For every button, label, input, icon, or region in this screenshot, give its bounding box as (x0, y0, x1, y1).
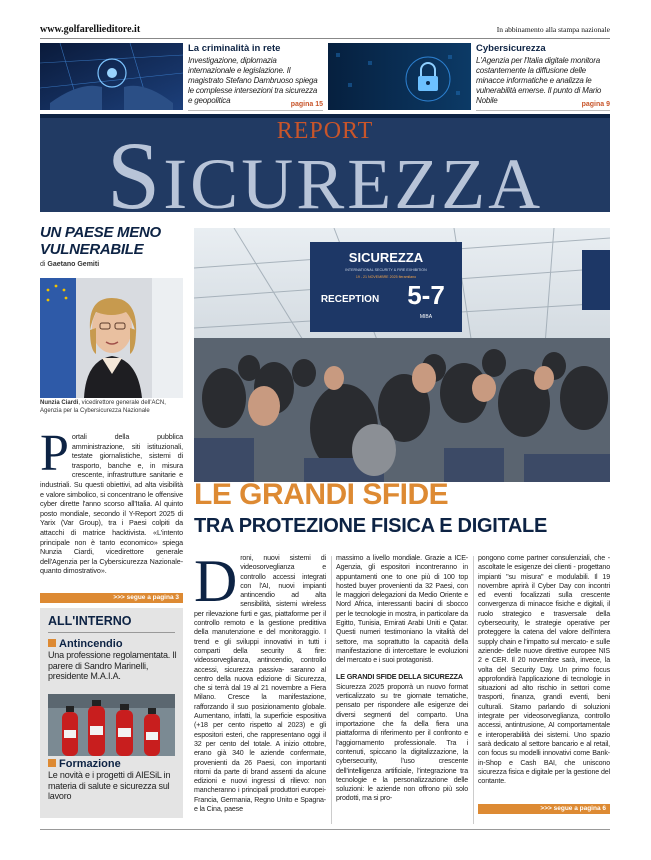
inside-box (40, 608, 183, 818)
lead-body (40, 425, 183, 576)
supplement-note: In abbinamento alla stampa nazionale (496, 25, 610, 34)
teaser-page[interactable]: pagina 15 (290, 101, 323, 108)
lead-byline (40, 261, 183, 268)
article-col1-text: roni, nuovi sistemi di videosorveglianza e controllo accessi integrati con l'AI, nuovi impianti antincendio ad alta sensibilità, sistemi wireless per rilevazione furti e gas, piattaforme per il controllo remoto e la gestione predittiva della manutenzione e del monitoraggio. I trend e gli sviluppi innovativi in tutti i comparti della security & fire: videosorveglianza, antincendio, controllo accessi, sicurezza passiva- saranno al centro della nuova edizione di Sicurezza, che si terrà dal 19 al 21 novembre a Fiera Milano. Cresce la manifestazione, rafforzando il suo posizionamento globale. Aumentano, infatti, la superficie espositiva (+18 per cento rispetto al 2023) e gli espositori esteri, che rappresentano oggi il 32 per cento del totale. A inizio ottobre, erano già 340 le aziende confermate, provenienti da 26 Paesi, con importanti ritorni da parte di brand assenti da alcune edizioni e nuovi ingressi di rilievo: non mancheranno i principali produttori europei- Francia, Germania, Regno Unito e Spagna- e la Cina, paese (194, 554, 326, 814)
article-col2-text: massimo a livello mondiale. Grazie a ICE-Agenzia, gli espositori incontreranno in appuntamenti one to one più di 100 top hosted buyer provenienti da 32 Paesi, con le maggiori delegazioni da Medio Oriente e Nord Africa, interessanti bacini di sbocco per le tecnologie in mostra, in particolare da Egitto, Tunisia, Emirati Arabi Uniti e Qatar. Questi numeri testimoniano la vitalità del settore, ma soprattutto la capacità della manifestazione di intercettare le evoluzioni del mercato e i suoi protagonisti. (336, 554, 468, 665)
teaser-page[interactable]: pagina 9 (581, 101, 610, 108)
teaser-title: Cybersicurezza (476, 43, 546, 54)
teaser-criminalita[interactable] (40, 43, 323, 110)
teaser-divider (476, 110, 610, 111)
article-subhead: LE GRANDI SFIDE DELLA SICUREZZA (336, 671, 463, 681)
miba-text: MIBA (419, 314, 433, 320)
caption-role: , vicedirettore generale dell'ACN, Agenzia per la Cybersicurezza Nazionale (40, 400, 166, 414)
banner-dates-text: 19 - 21 NOVEMBRE 2025 fieramilano (355, 275, 417, 279)
teaser-cybersicurezza[interactable] (328, 43, 610, 110)
inside-item-title (48, 638, 178, 650)
article-col-1 (194, 548, 326, 814)
inside-item-title (48, 758, 180, 770)
teaser-title: La criminalità in rete (188, 43, 281, 54)
inside-item-title-text: Antincendio (59, 638, 123, 650)
banner-title-text: SICUREZZA (348, 250, 424, 265)
headline-line1: LE GRANDI SFIDE (194, 478, 449, 511)
article-col3-text: pongono come partner consulenziali, che - ascoltate le esigenze dei clienti - progettano impianti "su misura" e modulabili. Il 19 novembre aprirà il Cyber Day con incontri ed eventi focalizzati sulla crescente convergenza di minacce fisiche e digitali, il ruolo strategico e trasversale della cybersecurity, le strategie operative per proteggere la catena del valore dell'intera supply chain e l'impatto sul mercato- e sulle aziende- delle nuove direttive europee NIS 2 e CER. Il 20 novembre sarà, invece, la volta del Security Day. Un primo focus approfondirà l'applicazione di tecnologie in situazioni ad alto rischio in settori come trasporti, finanza, grandi eventi, beni culturali. Sitamo parlando di soluzioni integrate per videosorveglianza, controllo accessi, antintrusione, AI comportamentale e interoperabilità dei sistemi. Uno spazio sarà dedicato al settore bancario e al retail, con focus su modelli innovativi come Bank-in-Shop e Cash BAI, che uniscono sicurezza fisica e digitale per la gestione del contante. (478, 554, 610, 786)
reception-number-text: 5-7 (407, 280, 445, 310)
top-divider (40, 38, 610, 39)
article-col-2 (336, 554, 468, 804)
square-bullet-icon (48, 759, 56, 767)
lead-story (40, 224, 183, 576)
teaser-text: Investigazione, diplomazia internazionale e legislazione. Il magistrato Stefano Dambruoso spiega le complesse intersezioni tra sicurezza e geopolitica (188, 56, 318, 105)
padlock-image (328, 43, 471, 110)
lead-dropcap: P (40, 425, 69, 482)
fire-extinguishers-image (48, 694, 175, 756)
reception-text: RECEPTION (320, 294, 380, 305)
article-col2b-text: Sicurezza 2025 proporrà un nuovo format verticalizzato su tre giornate tematiche, pensato per rispondere alle esigenze dei diversi segmenti del comparto. Una importazione che fa della fiera una piattaforma di riferimento per il confronto e l'aggiornamento professionale. Tra i contenuti, spiccano la digitalizzazione, la cybersecurity, l'uso crescente dell'intelligenza artificiale, l'integrazione tra tecnologie e la personalizzazione delle soluzioni: le aziende non offrono più solo prodotti, ma si pro- (336, 682, 468, 803)
inside-divider (48, 632, 175, 633)
article-continue-link[interactable]: >>> segue a pagina 6 (478, 804, 610, 814)
column-divider (473, 556, 474, 824)
author-name: Gaetano Gemiti (47, 261, 100, 268)
caption-name: Nunzia Ciardi (40, 400, 79, 406)
square-bullet-icon (48, 639, 56, 647)
lead-title: UN PAESE MENO VULNERABILE (40, 224, 161, 258)
site-url[interactable]: www.golfarellieditore.it (40, 24, 141, 35)
article-col-3 (478, 554, 610, 786)
inside-item-text: Le novità e i progetti di AIESiL in materia di salute e sicurezza sul lavoro (48, 770, 171, 801)
banner-sub-text: INTERNATIONAL SECURITY & FIRE EXHIBITION (345, 268, 427, 272)
lead-text: ortali della pubblica amministrazione, siti istituzionali, testate giornalistiche, sistemi di trasporto, banche e, in misura crescente, infrastrutture sanitarie e industriali. Su questi obiettivi, ad alta visibilità e valore simbolico, si concentrano le offensive cyber dirette l'anno scorso all'Italia. Al quinto posto mondiale, secondo il Y-Report 2025 di Yarix (Var Group), tra i Paesi colpiti da attacchi di matrice hacktivista. «L'intento principale non è tanto economico» spiega Nunzia Ciardi, vicedirettore generale dell'Agenzia per la Cybersicurezza Nazionale- quanto dimostrativo». (40, 432, 183, 576)
article-dropcap: D (194, 548, 238, 614)
inside-item-text: Una professione regolamentata. Il parere di Sandro Marinelli, presidente M.A.I.A. (48, 650, 177, 681)
fair-crowd-photo (194, 228, 610, 482)
masthead-kicker: REPORT (276, 118, 374, 144)
headline-line2: TRA PROTEZIONE FISICA E DIGITALE (194, 515, 547, 537)
masthead (40, 114, 610, 212)
main-headline (194, 478, 610, 538)
inside-item-antincendio[interactable] (48, 638, 178, 682)
bottom-divider (40, 829, 610, 830)
masthead-title-rest: ICUREZZA (163, 144, 544, 212)
teaser-divider (188, 110, 323, 111)
column-divider (331, 556, 332, 824)
cyber-hands-image (40, 43, 183, 110)
masthead-title-first: S (106, 122, 164, 212)
inside-item-title-text: Formazione (59, 758, 121, 770)
portrait-caption (40, 399, 183, 415)
inside-title: ALL'INTERNO (48, 614, 132, 628)
top-bar (40, 24, 610, 38)
teaser-text: L'Agenzia per l'Italia digitale monitora costantemente la diffusione delle minacce informatiche e analizza le vulnerabilità emerse. Il punto di Mario Nobile (476, 56, 602, 105)
portrait-photo (40, 278, 183, 398)
inside-item-formazione[interactable] (48, 758, 180, 802)
byline-prefix: di (40, 261, 46, 268)
lead-continue-link[interactable]: >>> segue a pagina 3 (40, 593, 183, 603)
